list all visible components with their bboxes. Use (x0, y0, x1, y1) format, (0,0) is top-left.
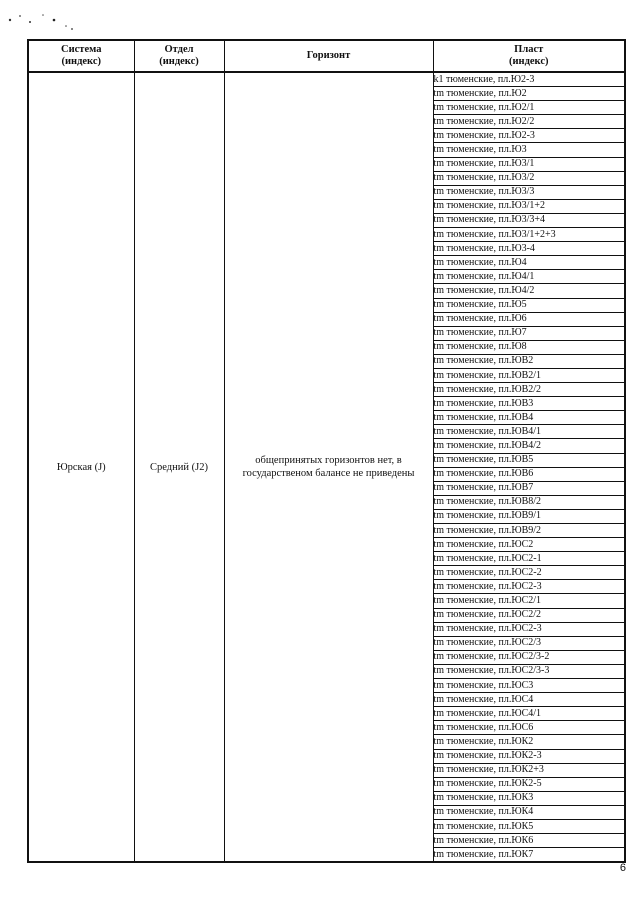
table-row (28, 72, 625, 87)
header-system: Система (индекс) (28, 40, 134, 72)
layer-cell: tm тюменские, пл.Ю7 (433, 326, 625, 340)
scan-specks (6, 6, 86, 36)
horizon-line: государственом балансе не приведены (242, 468, 415, 480)
layer-cell: tm тюменские, пл.ЮС2/3-3 (433, 664, 625, 678)
layer-cell: tm тюменские, пл.ЮС2/2 (433, 608, 625, 622)
layer-cell: tm тюменские, пл.ЮК7 (433, 848, 625, 863)
layer-cell: tm тюменские, пл.Ю6 (433, 312, 625, 326)
layer-cell: tm тюменские, пл.ЮС4 (433, 693, 625, 707)
table-body (28, 72, 625, 862)
header-row (28, 40, 625, 72)
layer-cell: tm тюменские, пл.ЮС2/1 (433, 594, 625, 608)
layer-cell: tm тюменские, пл.Ю2 (433, 87, 625, 101)
strata-table (27, 39, 626, 863)
layer-cell: tm тюменские, пл.ЮК2 (433, 735, 625, 749)
layer-cell: tm тюменские, пл.ЮС3 (433, 679, 625, 693)
layer-cell: tm тюменские, пл.Ю3/1 (433, 157, 625, 171)
layer-cell: tm тюменские, пл.Ю2/1 (433, 101, 625, 115)
layer-cell: tm тюменские, пл.Ю3/3+4 (433, 213, 625, 227)
layer-cell: tm тюменские, пл.ЮВ9/1 (433, 509, 625, 523)
header-horizon: Горизонт (224, 40, 433, 72)
layer-cell: tm тюменские, пл.ЮС2-3 (433, 580, 625, 594)
layer-cell: tm тюменские, пл.Ю4/2 (433, 284, 625, 298)
layer-cell: tm тюменские, пл.ЮК3 (433, 791, 625, 805)
layer-cell: tm тюменские, пл.Ю3/3 (433, 185, 625, 199)
layer-cell: tm тюменские, пл.ЮС2/3 (433, 636, 625, 650)
layer-cell: tm тюменские, пл.Ю3/1+2 (433, 199, 625, 213)
header-layer: Пласт (индекс) (433, 40, 625, 72)
header-department: Отдел (индекс) (134, 40, 224, 72)
layer-cell: tm тюменские, пл.ЮВ3 (433, 397, 625, 411)
layer-cell: tm тюменские, пл.Ю3/2 (433, 171, 625, 185)
layer-cell: tm тюменские, пл.ЮК2+3 (433, 763, 625, 777)
layer-cell: tm тюменские, пл.Ю3/1+2+3 (433, 228, 625, 242)
layer-cell: tm тюменские, пл.ЮС6 (433, 721, 625, 735)
layer-cell: tm тюменские, пл.Ю2/2 (433, 115, 625, 129)
layer-cell: tm тюменские, пл.ЮС2-3 (433, 622, 625, 636)
horizon-cell (224, 72, 433, 862)
layer-cell: k1 тюменские, пл.Ю2-3 (433, 72, 625, 87)
layer-cell: tm тюменские, пл.Ю4/1 (433, 270, 625, 284)
layer-cell: tm тюменские, пл.ЮВ2 (433, 354, 625, 368)
layer-cell: tm тюменские, пл.ЮВ2/2 (433, 383, 625, 397)
layer-cell: tm тюменские, пл.ЮС4/1 (433, 707, 625, 721)
layer-cell: tm тюменские, пл.ЮВ4/2 (433, 439, 625, 453)
layer-cell: tm тюменские, пл.ЮК2-5 (433, 777, 625, 791)
layer-cell: tm тюменские, пл.ЮК5 (433, 819, 625, 833)
layer-cell: tm тюменские, пл.Ю3 (433, 143, 625, 157)
system-cell: Юрская (J) (28, 72, 134, 862)
layer-cell: tm тюменские, пл.ЮВ8/2 (433, 495, 625, 509)
layer-cell: tm тюменские, пл.ЮС2/3-2 (433, 650, 625, 664)
layer-cell: tm тюменские, пл.ЮС2-1 (433, 552, 625, 566)
department-cell: Средний (J2) (134, 72, 224, 862)
layer-cell: tm тюменские, пл.ЮВ4 (433, 411, 625, 425)
layer-cell: tm тюменские, пл.Ю4 (433, 256, 625, 270)
layer-cell: tm тюменские, пл.ЮК4 (433, 805, 625, 819)
layer-cell: tm тюменские, пл.Ю2-3 (433, 129, 625, 143)
layer-cell: tm тюменские, пл.ЮС2-2 (433, 566, 625, 580)
layer-cell: tm тюменские, пл.ЮВ5 (433, 453, 625, 467)
layer-cell: tm тюменские, пл.ЮВ6 (433, 467, 625, 481)
layer-cell: tm тюменские, пл.ЮК2-3 (433, 749, 625, 763)
layer-cell: tm тюменские, пл.ЮС2 (433, 538, 625, 552)
layer-cell: tm тюменские, пл.ЮВ4/1 (433, 425, 625, 439)
layer-cell: tm тюменские, пл.Ю5 (433, 298, 625, 312)
layer-cell: tm тюменские, пл.ЮК6 (433, 834, 625, 848)
page-number: 6 (619, 862, 626, 874)
horizon-line: общепринятых горизонтов нет, в (255, 455, 402, 467)
layer-cell: tm тюменские, пл.Ю8 (433, 340, 625, 354)
layer-cell: tm тюменские, пл.Ю3-4 (433, 242, 625, 256)
layer-cell: tm тюменские, пл.ЮВ7 (433, 481, 625, 495)
layer-cell: tm тюменские, пл.ЮВ2/1 (433, 368, 625, 382)
layer-cell: tm тюменские, пл.ЮВ9/2 (433, 524, 625, 538)
